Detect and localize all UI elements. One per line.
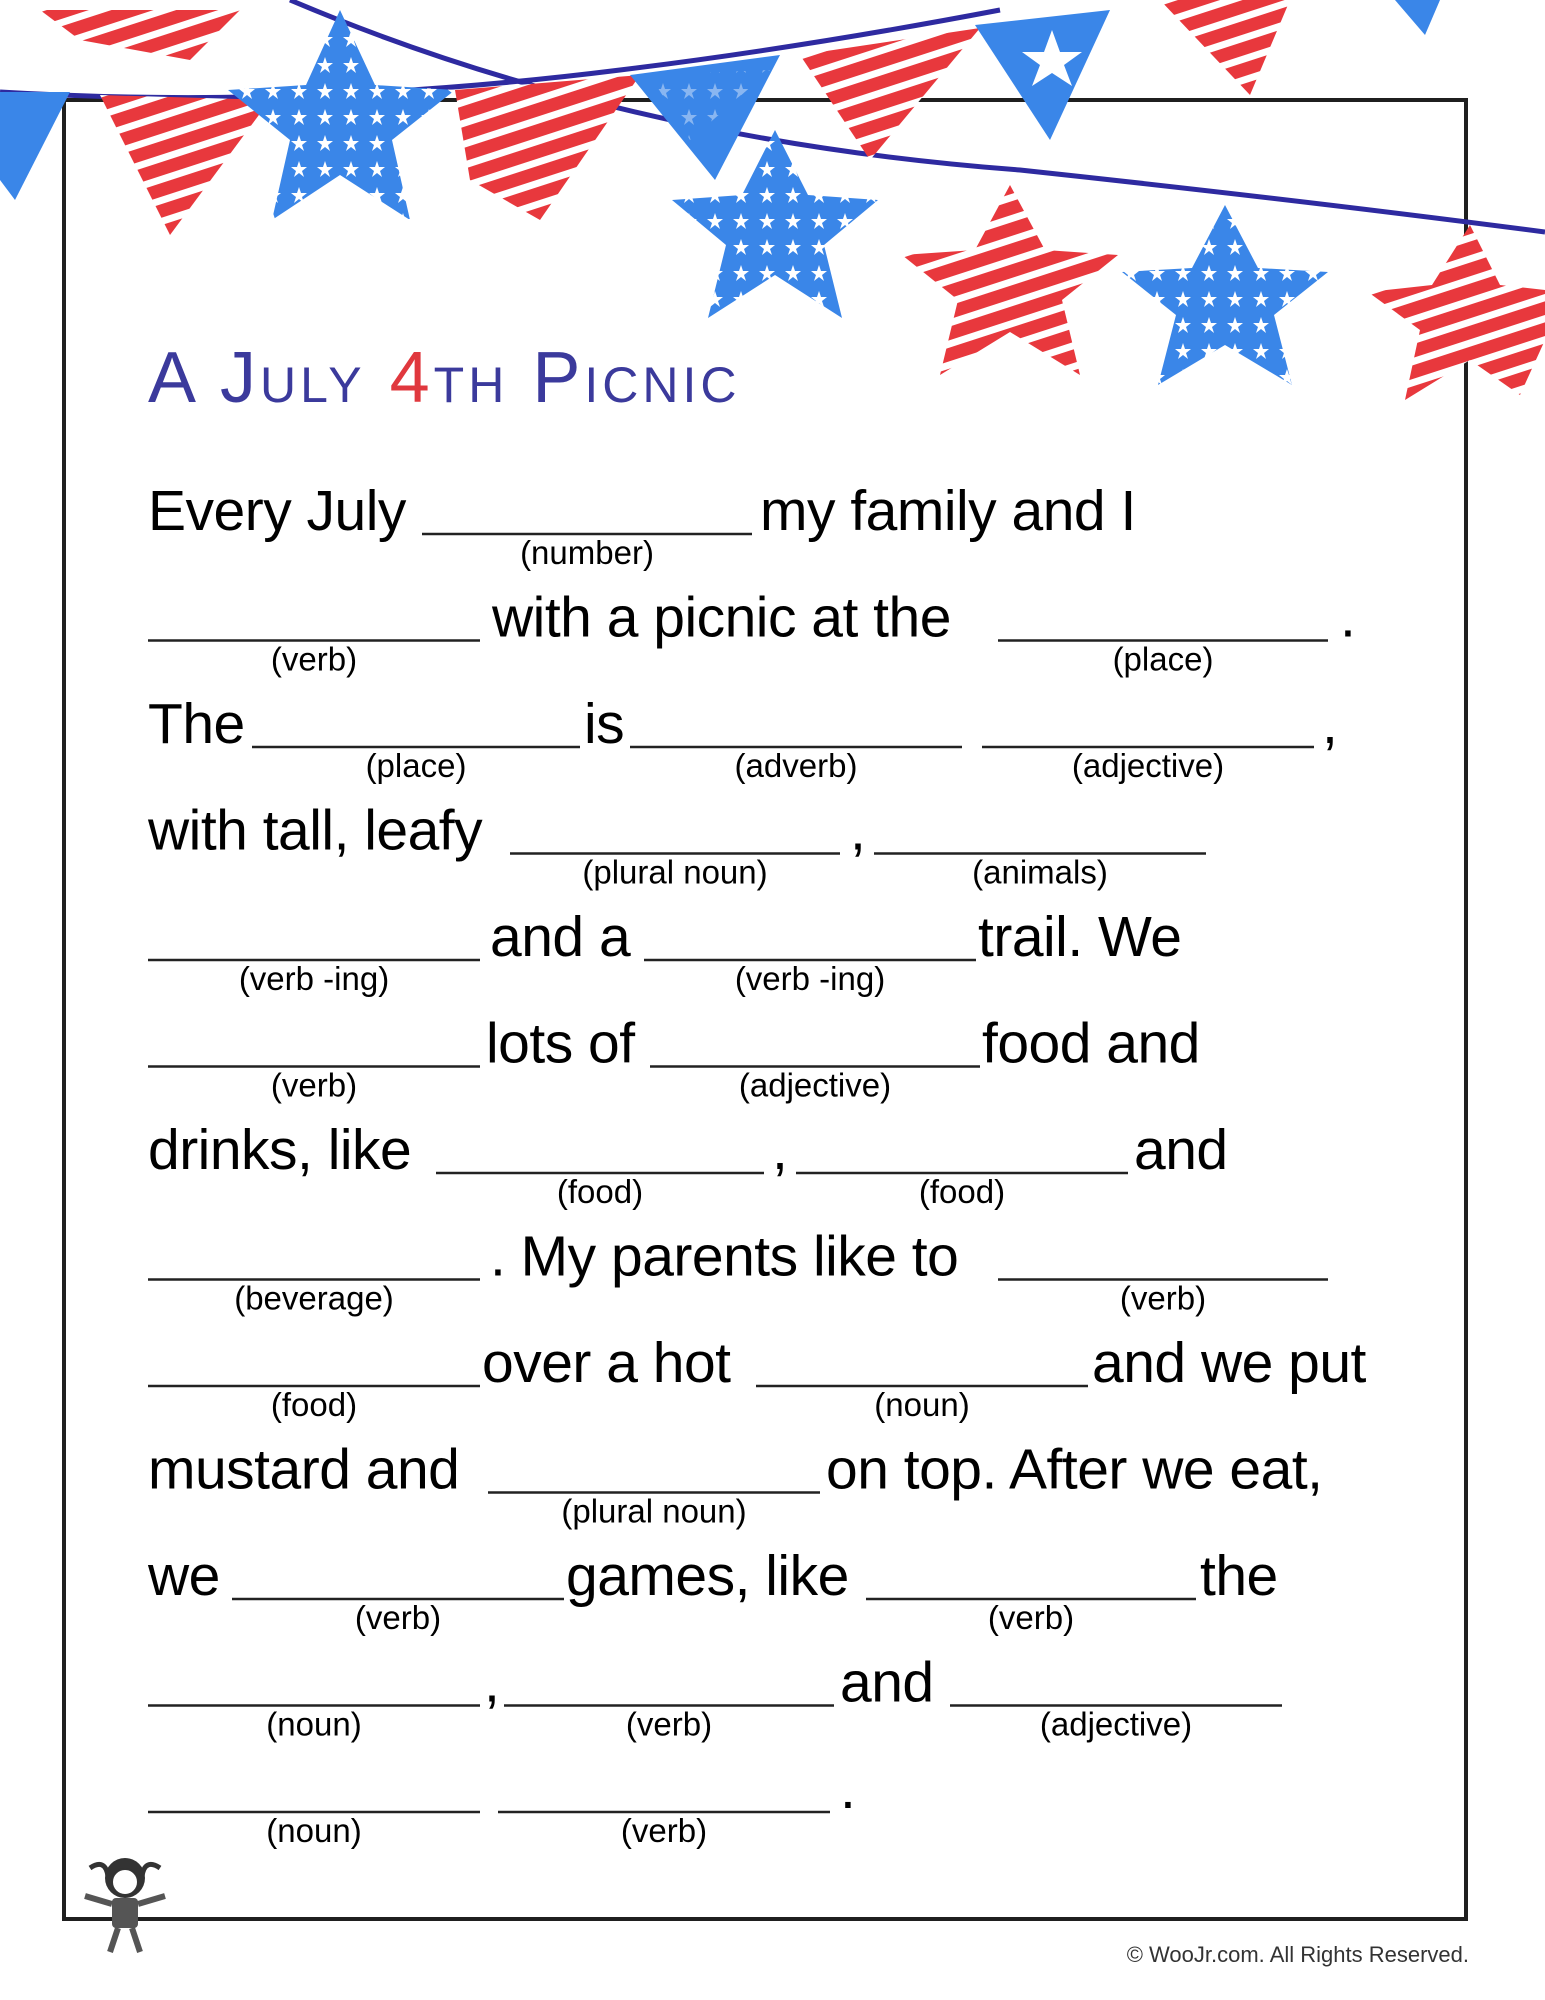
blank-hint-label: (verb)	[1119, 1279, 1207, 1317]
blank-hint-label: (verb)	[270, 1066, 358, 1104]
blank-hint-label: (verb)	[987, 1599, 1075, 1636]
blank-hint-label: (noun)	[266, 1705, 362, 1743]
story-text: Every July	[148, 479, 406, 543]
story-text: .	[1340, 585, 1356, 650]
story-text: games, like	[566, 1544, 849, 1608]
blank-hint-label: (verb -ing)	[238, 960, 390, 997]
story-text: and a	[490, 905, 631, 969]
blank-hint-label: (number)	[520, 534, 654, 571]
blank-hint-label: (verb)	[620, 1812, 708, 1849]
story-text: is	[584, 692, 625, 756]
copyright-text: © WooJr.com. All Rights Reserved.	[1126, 1942, 1469, 1967]
blank-hint-label: (place)	[365, 747, 467, 784]
story-text: on top. After we eat,	[826, 1437, 1323, 1502]
blank-hint-label: (noun)	[874, 1386, 970, 1423]
page-title: A July 4th Picnic	[148, 338, 741, 418]
blank-hint-label: (adjective)	[1071, 747, 1225, 784]
blank-hint-label: (food)	[556, 1173, 644, 1210]
blank-hint-label: (plural noun)	[582, 853, 768, 891]
story-text: ,	[1322, 692, 1338, 756]
story-text: drinks, like	[148, 1118, 412, 1182]
blank-hint-label: (adjective)	[1039, 1705, 1193, 1743]
story-text: my family and I	[760, 479, 1136, 543]
story-text: over a hot	[482, 1331, 731, 1395]
mascot-icon	[70, 1848, 180, 1958]
blank-hint-label: (verb)	[625, 1705, 713, 1743]
blank-hint-label: (animals)	[972, 853, 1108, 891]
blank-hint-label: (food)	[918, 1173, 1006, 1210]
story-text: and	[1134, 1118, 1228, 1182]
blank-hint-label: (adverb)	[734, 747, 858, 784]
blank-hint-label: (noun)	[266, 1812, 362, 1849]
story-text: lots of	[486, 1011, 635, 1076]
story-text: with tall, leafy	[148, 798, 483, 863]
story-text: we	[148, 1544, 220, 1608]
story-text: with a picnic at the	[492, 585, 951, 650]
story-text: .	[840, 1757, 856, 1821]
story-text: ,	[772, 1118, 788, 1182]
story-text: The	[148, 692, 245, 756]
story-text: trail. We	[978, 905, 1182, 969]
blank-hint-label: (verb -ing)	[734, 960, 886, 997]
blank-hint-label: (verb)	[354, 1599, 442, 1636]
story-text: food and	[982, 1011, 1200, 1076]
blank-hint-label: (food)	[270, 1386, 358, 1423]
blank-hint-label: (beverage)	[234, 1279, 394, 1317]
story-text: and we put	[1092, 1331, 1366, 1395]
story-text: the	[1200, 1544, 1278, 1608]
blank-hint-label: (place)	[1112, 640, 1214, 678]
story-text: ,	[850, 798, 866, 863]
story-text: and	[840, 1650, 934, 1715]
blank-hint-label: (verb)	[270, 640, 358, 678]
blank-hint-label: (adjective)	[738, 1066, 892, 1104]
blank-hint-label: (plural noun)	[561, 1492, 747, 1530]
story-text: ,	[484, 1650, 500, 1715]
story-text: mustard and	[148, 1437, 460, 1502]
story-text: . My parents like to	[490, 1224, 959, 1289]
